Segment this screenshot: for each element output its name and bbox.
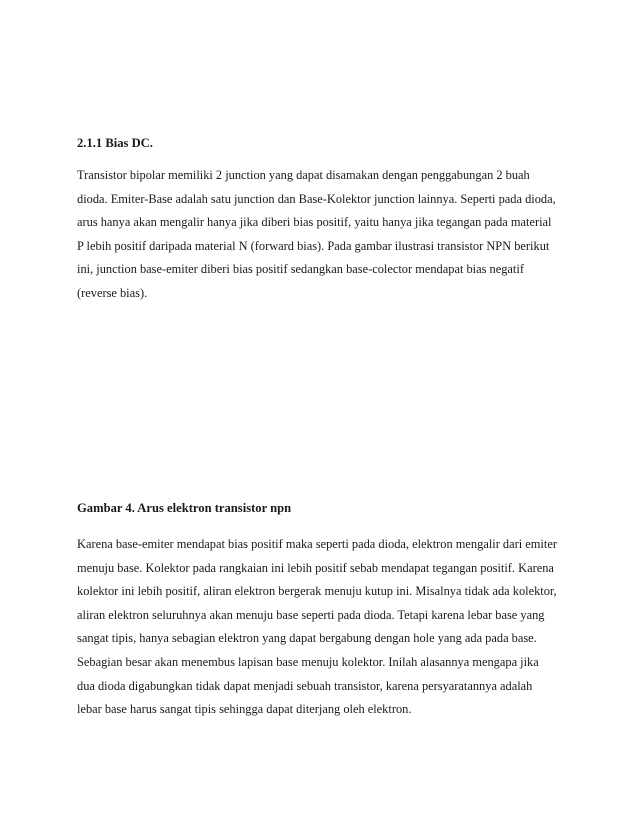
paragraph-line: (reverse bias). bbox=[77, 285, 148, 300]
paragraph-line: Transistor bipolar memiliki 2 junction yang dapat disamakan dengan penggabungan 2 buah bbox=[77, 168, 530, 182]
paragraph-line: arus hanya akan mengalir hanya jika diberi bias positif, yaitu hanya jika tegangan pada material bbox=[77, 215, 552, 230]
paragraph-line: Sebagian besar akan menembus lapisan base menuju kolektor. Inilah alasannya mengapa jika bbox=[77, 654, 539, 669]
paragraph-line: Karena base-emiter mendapat bias positif maka seperti pada dioda, elektron mengalir dari emiter bbox=[77, 537, 557, 551]
figure-caption: Gambar 4. Arus elektron transistor npn bbox=[77, 501, 292, 515]
section-heading: 2.1.1 Bias DC. bbox=[77, 136, 153, 150]
paragraph-line: aliran elektron seluruhnya akan menuju base seperti pada dioda. Tetapi karena lebar base yang bbox=[77, 607, 545, 622]
body-paragraph bbox=[77, 533, 577, 722]
paragraph-line: kolektor ini lebih positif, aliran elektron bergerak menuju kutup ini. Misalnya tidak ada kolektor, bbox=[77, 584, 557, 599]
intro-paragraph bbox=[77, 164, 577, 306]
paragraph-line: ini, junction base-emiter diberi bias positif sedangkan base-colector mendapat bias negatif bbox=[77, 262, 524, 277]
paragraph-line: sangat tipis, hanya sebagian elektron yang dapat bergabung dengan hole yang ada pada base. bbox=[77, 631, 537, 646]
paragraph-line: lebar base harus sangat tipis sehingga dapat diterjang oleh elektron. bbox=[77, 702, 412, 717]
paragraph-line: P lebih positif daripada material N (forward bias). Pada gambar ilustrasi transistor NPN berikut bbox=[77, 238, 550, 253]
paragraph-line: menuju base. Kolektor pada rangkaian ini lebih positif sebab mendapat tegangan positif. Karena bbox=[77, 560, 554, 575]
paragraph-line: dua dioda digabungkan tidak dapat menjadi sebuah transistor, karena persyaratannya adalah bbox=[77, 678, 533, 693]
paragraph-line: dioda. Emiter-Base adalah satu junction dan Base-Kolektor junction lainnya. Seperti pada dioda, bbox=[77, 191, 556, 206]
